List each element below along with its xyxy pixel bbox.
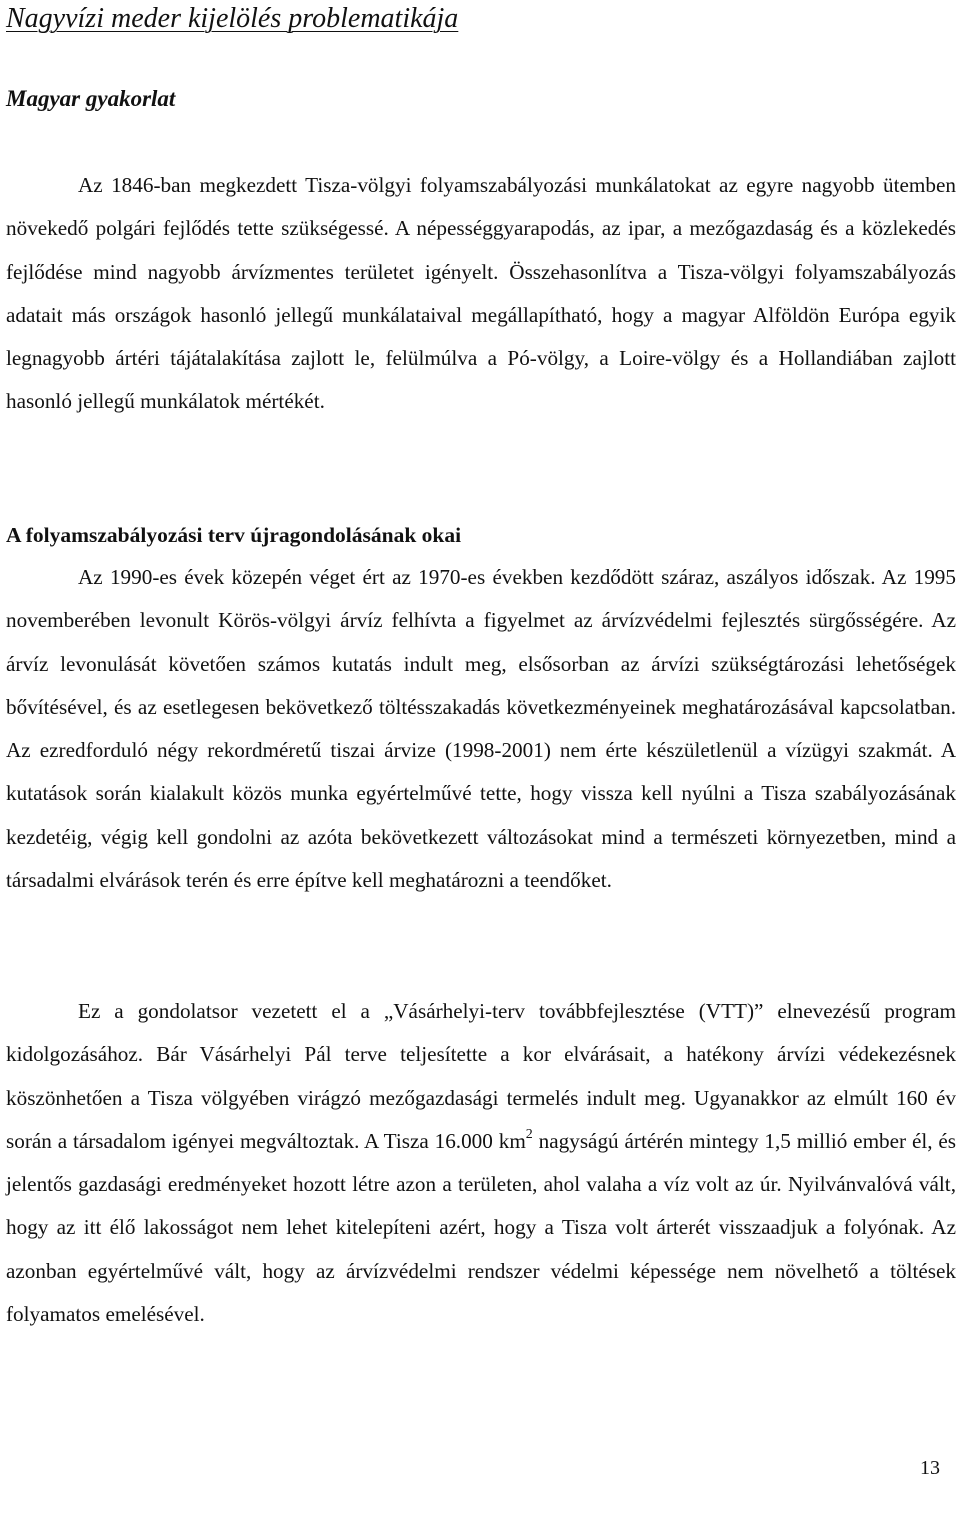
document-title: Nagyvízi meder kijelölés problematikája: [6, 3, 459, 34]
area-unit: km: [498, 1128, 526, 1153]
area-unit-exponent: 2: [525, 1126, 533, 1142]
paragraph-2: Az 1990-es évek közepén véget ért az 1970-es években kezdődött száraz, aszályos időszak. Az 1995 novemberében levonult Körös-völgyi árvíz felhívta a figyelmet az árvízvédelmi fejlesztés sürgősségére. Az árvíz levonulását követően számos kutatás indult meg, elsősorban az árvízi szükségtározási lehetőségek bővítésével, és az esetlegesen bekövetkező töltésszakadás következményeinek meghatározásával kapcsolatban. Az ezredforduló négy rekordméretű tiszai árvize (1998-2001) nem érte készületlenül a vízügyi szakmát. A kutatások során kialakult közös munka egyértelművé tette, hogy vissza kell nyúlni a Tisza szabályozásának kezdetéig, végig kell gondolni az azóta bekövetkezett változásokat mind a természeti környezetben, mind a társadalmi elvárások terén és erre építve kell meghatározni a teendőket.: [6, 565, 956, 893]
paragraph-3-text-start: Ez a gondolatsor vezetett el a „Vásárhelyi-terv továbbfejlesztése (VTT)” elnevezésű program kidolgozásához. Bár Vásárhelyi Pál terve teljesítette a kor elvárásait, a hatékony árvízi védekezésnek köszönhetően a Tisza völgyében virágzó mezőgazdasági termelés indult meg. Ugyanakkor az elmúlt 160 év során a társadalom igényei megváltoztak. A Tisza 16.000: [6, 999, 956, 1153]
section-heading-terv-ujragondolasa: A folyamszabályozási terv újragondolásának okai: [6, 523, 462, 547]
paragraph-3: [6, 990, 956, 1336]
section-heading-magyar-gyakorlat: Magyar gyakorlat: [6, 86, 176, 111]
page-number: 13: [920, 1457, 940, 1479]
paragraph-1: Az 1846-ban megkezdett Tisza-völgyi folyamszabályozási munkálatokat az egyre nagyobb ütemben növekedő polgári fejlődés tette szükségessé. A népességgyarapodás, az ipar, a mezőgazdaság és a közlekedés fejlődése mind nagyobb árvízmentes területet igényelt. Összehasonlítva a Tisza-völgyi folyamszabályozás adatait más országok hasonló jellegű munkálataival megállapítható, hogy a magyar Alföldön Európa egyik legnagyobb ártéri tájátalakítása zajlott le, felülmúlva a Pó-völgy, a Loire-völgy és a Hollandiában zajlott hasonló jellegű munkálatok mértékét.: [6, 173, 956, 414]
paragraph-3-text-end: nagyságú ártérén mintegy 1,5 millió ember él, és jelentős gazdasági eredményeket hozott létre azon a területen, ahol valaha a víz volt az úr. Nyilvánvalóvá vált, hogy az itt élő lakosságot nem lehet kitelepíteni azért, hogy a Tisza volt árterét visszaadjuk a folyónak. Az azonban egyértelművé vált, hogy az árvízvédelmi rendszer védelmi képessége nem növelhető a töltések folyamatos emelésével.: [6, 1128, 957, 1327]
